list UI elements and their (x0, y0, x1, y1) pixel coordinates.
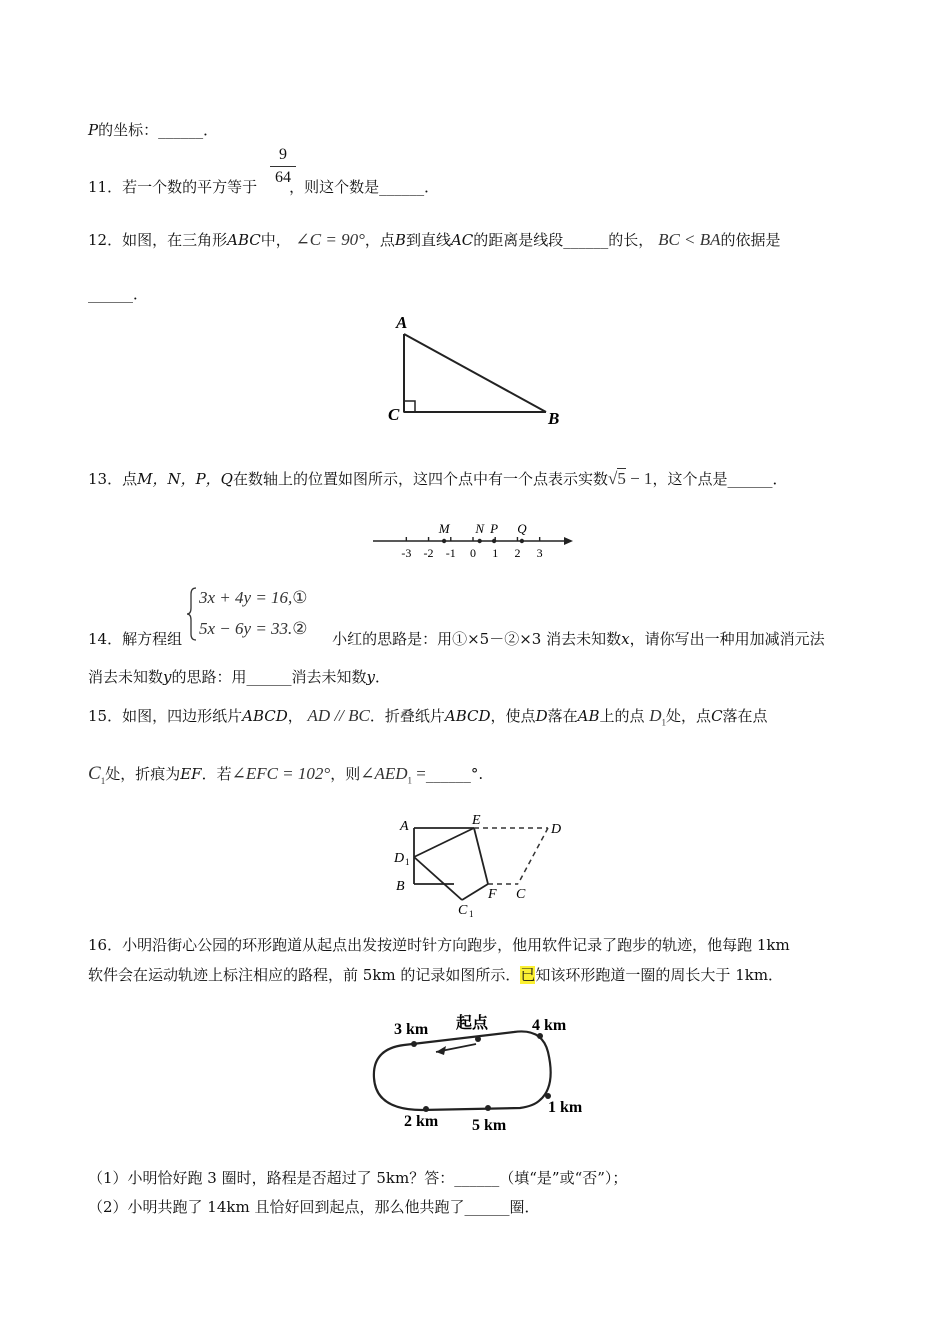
q16-label-start: 起点 (456, 1015, 489, 1032)
q15-fig-e: E (472, 813, 481, 828)
q14-x: x (621, 630, 630, 648)
q16-highlight: 已 (520, 966, 536, 984)
q16-track-loop (374, 1031, 551, 1110)
q16-point-5km (485, 1105, 491, 1111)
q16-label-4km: 4 km (532, 1017, 567, 1034)
q12-t5: 的距离是线段______的长， (473, 231, 654, 249)
q14-eq2-text: 5x − 6y = 33. (199, 619, 293, 638)
q16-point-2km (423, 1106, 429, 1112)
q13-tick-label: -2 (423, 546, 434, 560)
q15-angle-aed-text: ∠AED (360, 764, 408, 783)
q15-crease-ef (474, 828, 488, 884)
q15-dashed-dc (518, 828, 548, 884)
q13-tick-label: 1 (492, 546, 499, 560)
q13-expr-tail: − 1 (625, 469, 653, 488)
q15-c1-sub: 1 (100, 775, 106, 786)
q15-c: C (711, 707, 723, 725)
q12-line (88, 230, 781, 250)
q13-point-label: P (490, 521, 499, 536)
q15-parallel: AD // BC (307, 706, 370, 725)
q11-line (88, 177, 439, 197)
q12-line2: ______． (88, 285, 149, 303)
q16-label-1km: 1 km (548, 1099, 583, 1116)
q13-tick-label: -1 (445, 546, 456, 560)
q13-tick-label: 0 (470, 546, 476, 560)
q15-t7: 处，点 (666, 707, 712, 725)
q12-abc: ABC (227, 231, 261, 249)
q15-fig-a: A (400, 819, 409, 834)
q12-side-ab (404, 334, 546, 412)
q15-c1 (88, 763, 105, 784)
q10-var: P (88, 121, 99, 139)
q10-tail (88, 120, 218, 140)
q15-t11: ，则 (330, 765, 361, 783)
q16-label-3km: 3 km (394, 1021, 429, 1038)
q14-t2: 小红的思路是：用①×5－②×3 消去未知数 (332, 630, 622, 648)
q14-t1: 解方程组 (122, 630, 183, 648)
q16-line1-text: 小明沿街心公园的环形跑道从起点出发按逆时针方向跑步，他用软件记录了跑步的轨迹，他每跑 1km (122, 936, 790, 954)
q14-line2-a: 消去未知数 (88, 668, 164, 686)
q12-triangle-figure (360, 308, 590, 436)
q16-line2b: 知该环形跑道一圈的周长大于 1km． (535, 966, 784, 984)
q13-point-label: Q (517, 521, 527, 536)
q15-t9: 处，折痕为 (105, 765, 181, 783)
q14-line1 (88, 629, 825, 649)
q13-point-q (520, 539, 524, 543)
q15-fig-d1: D (394, 851, 405, 866)
q12-b: B (394, 231, 406, 249)
q15-t3: ．折叠纸片 (369, 707, 445, 725)
q14-line2 (88, 667, 390, 687)
q15-ab: AB (577, 707, 600, 725)
q15-t4: ，使点 (490, 707, 536, 725)
q15-edge-c1f (462, 884, 488, 900)
q15-fig-c: C (516, 887, 526, 902)
q14-eq1-mark: ① (292, 588, 308, 607)
q12-label-a: A (396, 313, 408, 332)
q13-pts: M，N，P，Q (137, 470, 233, 488)
q15-d1-letter: D (649, 706, 662, 725)
q15-ef: EF (180, 765, 202, 783)
q15-fig-d1-sub: 1 (405, 857, 410, 867)
q15-d: D (535, 707, 548, 725)
q14-y1: y (163, 668, 172, 686)
q15-t12: ______°. (425, 765, 484, 783)
q13-line (88, 469, 787, 489)
q15-d1 (649, 706, 667, 728)
q11-post: ，则这个数是______． (289, 178, 440, 196)
q15-line2 (88, 764, 483, 791)
q12-num: 12． (88, 231, 123, 249)
q14-y2: y (366, 668, 375, 686)
q12-label-c: C (388, 405, 400, 424)
q13-expr (608, 468, 652, 488)
q15-t8: 落在点 (722, 707, 768, 725)
q11-pre: 若一个数的平方等于 (122, 178, 258, 196)
q13-t3: ，这个点是______． (652, 470, 788, 488)
q15-t1: 如图，四边形纸片 (122, 707, 243, 725)
q12-ac: AC (450, 231, 474, 249)
q14-eq1-text: 3x + 4y = 16, (199, 588, 293, 607)
q15-fold-figure (388, 808, 568, 918)
q16-label-2km: 2 km (404, 1113, 439, 1130)
q16-point-3km (411, 1041, 417, 1047)
q10-text: 的坐标：______． (98, 121, 219, 139)
q13-point-p (492, 539, 496, 543)
q15-fig-b: B (396, 879, 405, 894)
q12-t3: ，点 (364, 231, 395, 249)
q15-fig-c1: C (458, 903, 468, 918)
q13-root: 5 (617, 469, 626, 488)
q14-num: 14． (88, 630, 123, 648)
q13-sqrt-sign: √ (608, 469, 618, 488)
q15-angle-aed-sub: 1 (407, 775, 413, 786)
q15-edge-ed1 (414, 828, 474, 857)
q12-right-angle-mark (404, 401, 415, 412)
q13-point-label: M (438, 521, 450, 536)
q15-angle-efc: ∠EFC = 102° (231, 764, 331, 783)
q15-fig-c1-sub: 1 (469, 909, 474, 918)
q15-d1-sub: 1 (661, 717, 667, 728)
q12-t4: 到直线 (405, 231, 451, 249)
q14-line2-b: 的思路：用______消去未知数 (171, 668, 367, 686)
q14-eq1 (199, 588, 308, 608)
q13-number-line (365, 514, 580, 570)
q12-label-b: B (548, 409, 560, 428)
q15-angle-eq: = (412, 764, 426, 783)
q16-sub2: （2）小明共跑了 14km 且恰好回到起点，那么他共跑了______圈． (88, 1198, 540, 1216)
q16-label-5km: 5 km (472, 1117, 507, 1134)
q15-line1 (88, 706, 768, 732)
q15-t5: 落在 (547, 707, 578, 725)
q15-edge-d1c1 (414, 857, 462, 900)
q13-tick-label: 3 (536, 546, 543, 560)
q16-track-figure (364, 1004, 600, 1148)
q15-t6: 上的点 (599, 707, 645, 725)
q12-t2: 中， (260, 231, 291, 249)
q13-tick-label: -3 (401, 546, 412, 560)
q13-axis-group (373, 521, 573, 560)
q15-t2: ， (287, 707, 303, 725)
q12-ineq: BC < BA (658, 230, 721, 249)
q15-abcd-2: ABCD (444, 707, 491, 725)
q15-fig-d: D (551, 822, 562, 837)
q14-t3: ，请你写出一种用加减消元法 (629, 630, 825, 648)
q16-line1 (88, 935, 790, 955)
q11-frac-bar (270, 166, 296, 167)
q13-point-m (442, 539, 446, 543)
q13-axis-arrow-icon (564, 537, 573, 545)
q16-arrow-head-icon (436, 1046, 446, 1055)
q15-num: 15． (88, 707, 123, 725)
q12-angle: ∠C = 90° (295, 230, 365, 249)
q13-num: 13． (88, 470, 123, 488)
q13-tick-label: 2 (514, 546, 521, 560)
q11-num: 11． (88, 178, 123, 196)
q16-sub1: （1）小明恰好跑 3 圈时，路程是否超过了 5km？答：______（填“是”或“否”）； (88, 1169, 628, 1187)
q13-t1: 点 (122, 470, 138, 488)
q12-t6: 的依据是 (720, 231, 781, 249)
q15-fig-f: F (488, 887, 497, 902)
q11-frac-num: 9 (279, 146, 287, 163)
q14-line2-c: ． (375, 668, 391, 686)
q13-point-label: N (475, 521, 485, 536)
q15-t10: ．若 (201, 765, 232, 783)
q15-abcd: ABCD (242, 707, 288, 725)
q11-frac-den: 64 (275, 169, 291, 186)
q13-t2: 在数轴上的位置如图所示，这四个点中有一个点表示实数 (232, 470, 608, 488)
q13-point-n (477, 539, 481, 543)
q12-t1: 如图，在三角形 (122, 231, 228, 249)
q16-line2 (88, 965, 783, 985)
q15-c1-letter: C (88, 763, 101, 784)
q16-line2a: 软件会在运动轨迹上标注相应的路程，前 5km 的记录如图所示． (88, 966, 521, 984)
q16-num: 16． (88, 936, 123, 954)
q16-start-point (475, 1036, 481, 1042)
q14-eq2-mark: ② (292, 619, 308, 638)
q15-angle-aed (360, 764, 426, 786)
